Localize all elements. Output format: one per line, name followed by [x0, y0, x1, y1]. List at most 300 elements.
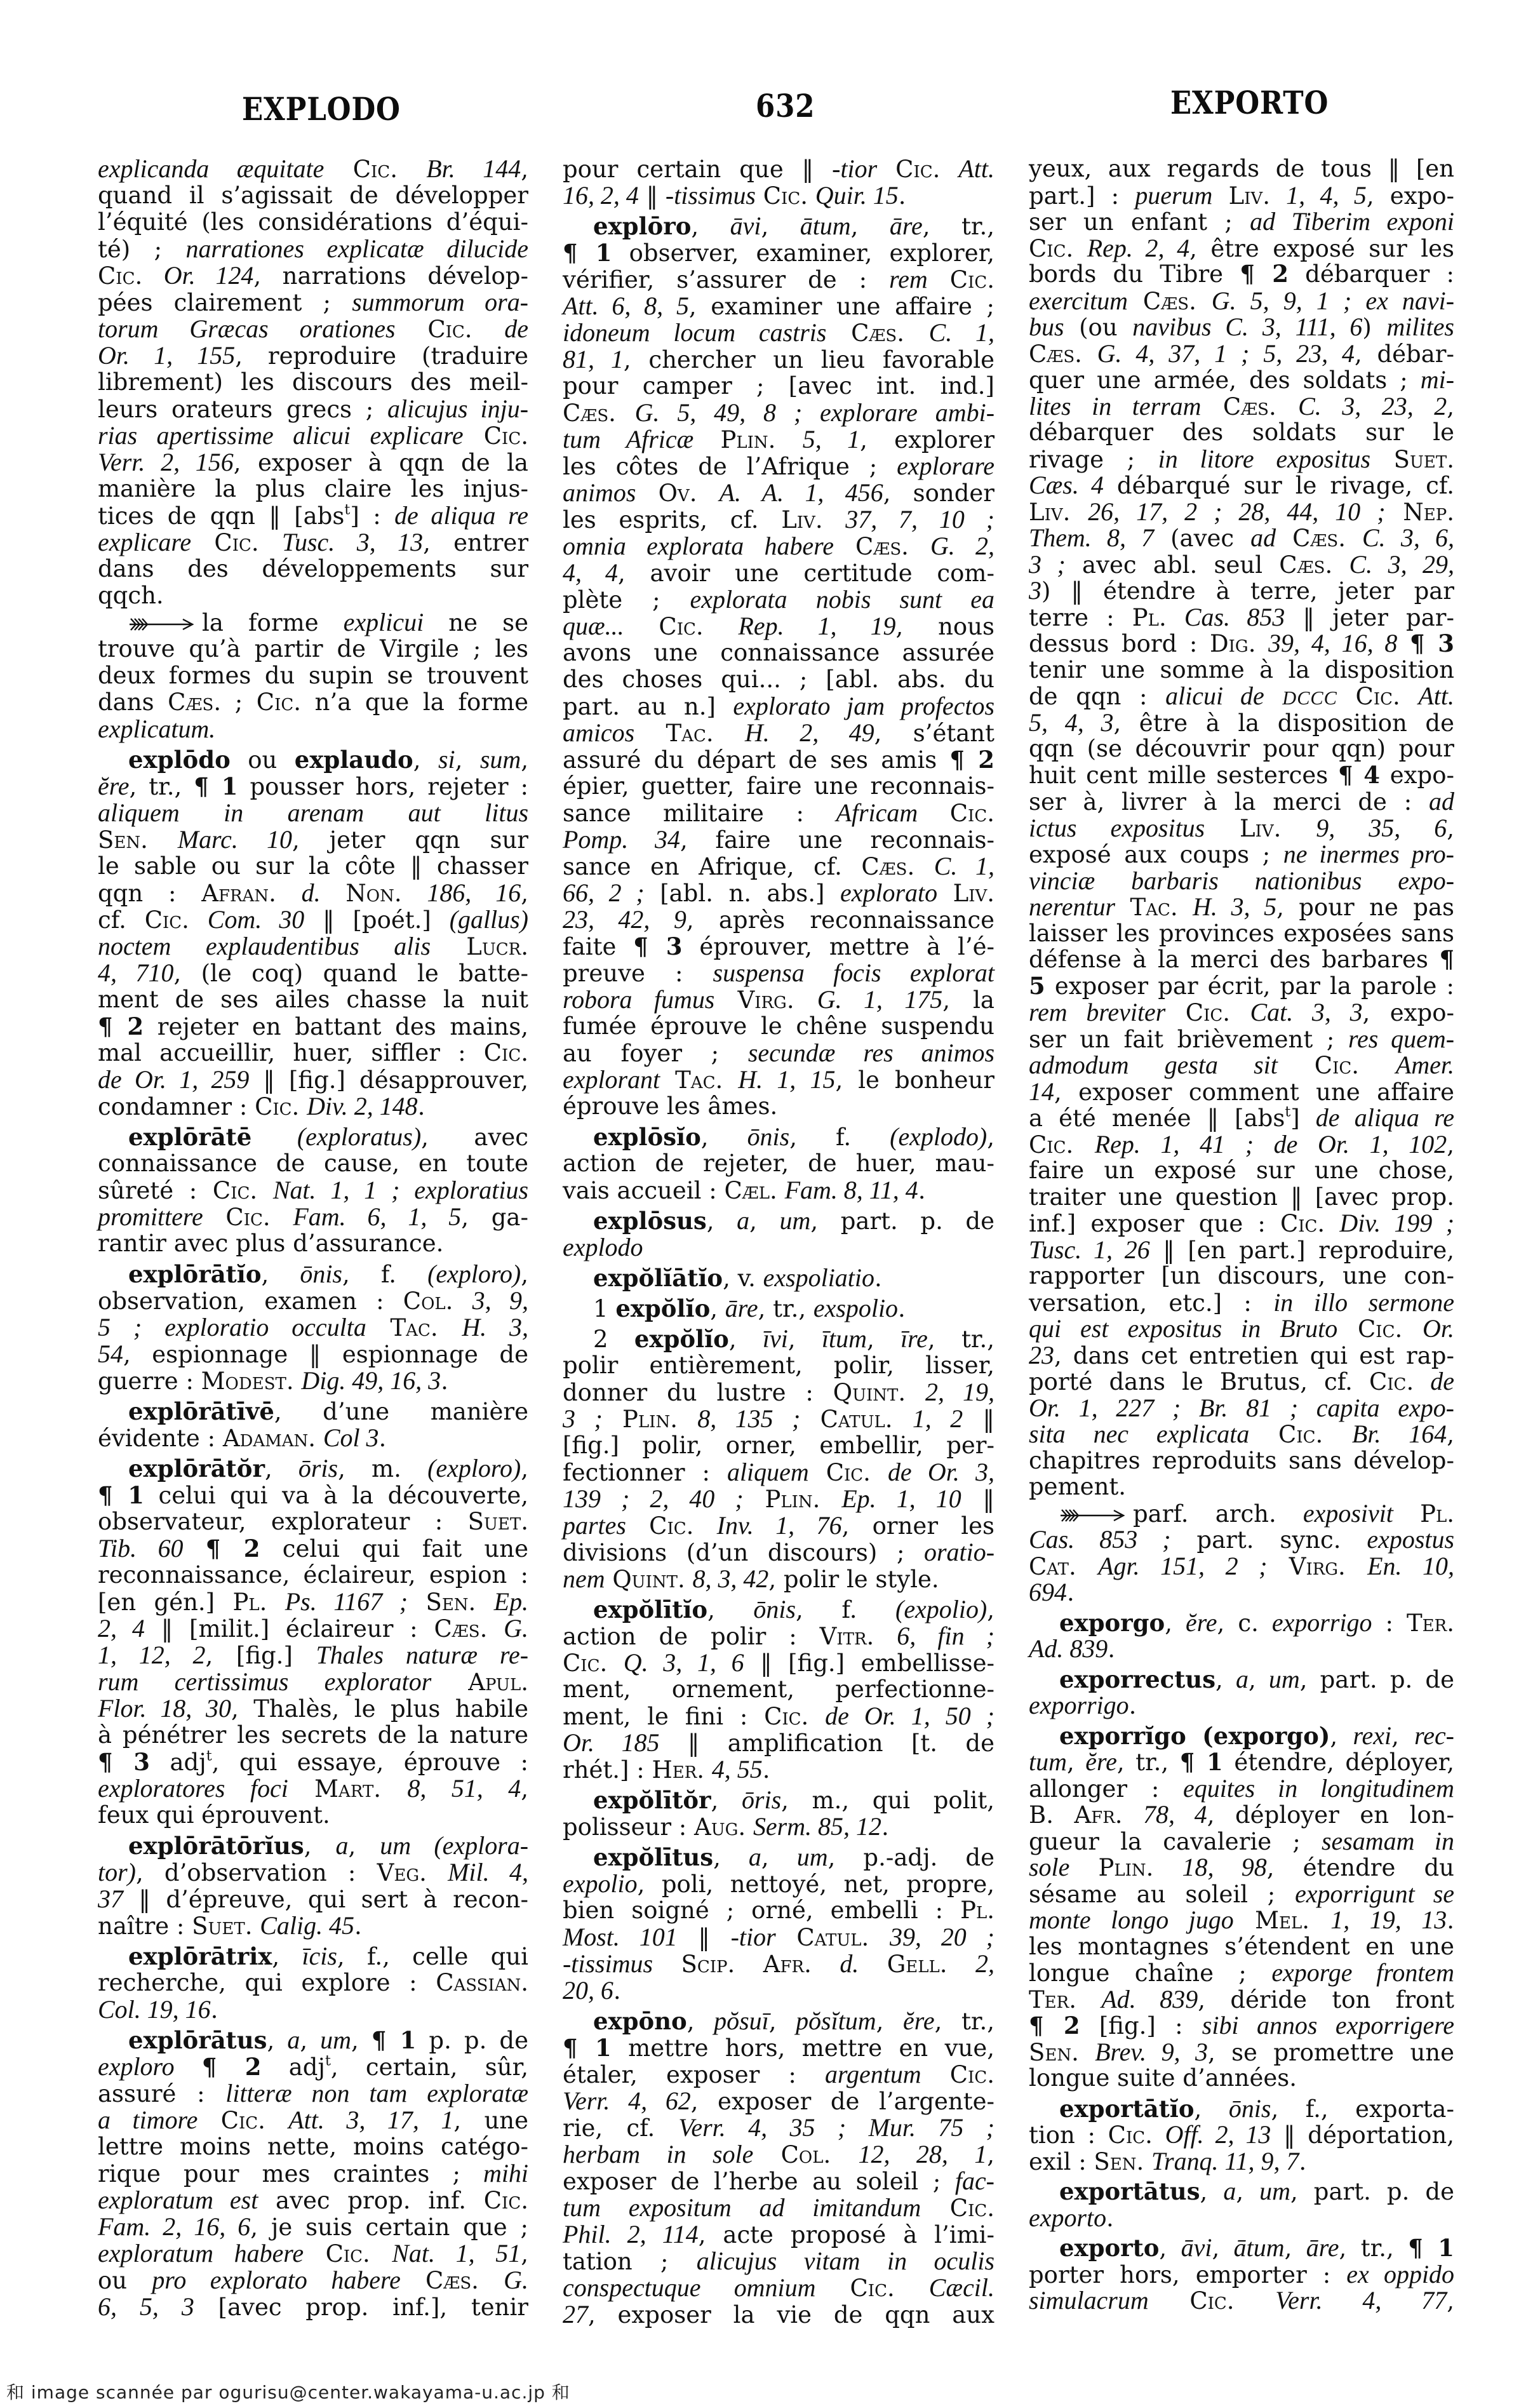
- author-abbreviation: Her.: [652, 1756, 705, 1784]
- italic-text: si: [438, 745, 455, 774]
- italic-text: Quir. 15: [815, 181, 899, 210]
- text-line: Or. 1, 155, reproduire (traduire: [98, 341, 528, 370]
- author-abbreviation: Lucr.: [466, 933, 528, 960]
- text-line: explōrātĭo, ōnis, f. (exploro),: [128, 1260, 528, 1288]
- text-line: simulacrum Cic. Verr. 4, 77,: [1029, 2286, 1454, 2315]
- italic-text: narrationes explicatæ dilucide: [185, 234, 528, 263]
- italic-text: explorato jam profectos: [733, 692, 994, 720]
- italic-text: tum Africæ: [563, 425, 694, 454]
- italic-text: C. 3, 29,: [1349, 549, 1454, 579]
- italic-text: ne inermes pro-: [1283, 840, 1454, 868]
- italic-text: exspoliatio: [763, 1263, 874, 1292]
- italic-text: 12, 28, 1: [858, 2140, 988, 2168]
- author-abbreviation: Adaman.: [222, 1425, 316, 1452]
- italic-text: Dig. 49, 16, 3: [301, 1366, 441, 1395]
- author-abbreviation: Sen.: [98, 826, 148, 854]
- italic-text: de: [504, 314, 528, 343]
- italic-text: ātum: [800, 212, 851, 240]
- text-line: ou pro explorato habere Cæs. G.: [98, 2266, 529, 2294]
- author-abbreviation: Cic.: [1355, 683, 1400, 710]
- text-line: exploratum habere Cic. Nat. 1, 51,: [98, 2239, 529, 2268]
- text-line: sance militaire : Africam Cic.: [563, 798, 994, 827]
- italic-text: C. 3, 6,: [1362, 523, 1455, 552]
- text-line: ¶ 2 [fig.] : sibi annos exporrigere: [1029, 2011, 1455, 2040]
- italic-text: simulacrum: [1029, 2286, 1149, 2315]
- author-abbreviation: Pl.: [232, 1589, 267, 1616]
- text-line: 6, 5, 3 [avec prop. inf.], tenir: [98, 2292, 528, 2321]
- italic-text: tor): [98, 1858, 136, 1886]
- running-head-left: EXPLODO: [242, 90, 401, 128]
- text-line: Tusc. 1, 26 ‖ [en part.] reproduire,: [1029, 1235, 1454, 1264]
- text-line: quer une armée, des soldats ; mi-: [1029, 365, 1454, 394]
- bold-text: expŏlītŏr: [593, 1786, 711, 1814]
- italic-text: G. 5, 49, 8 ; explorare ambi-: [634, 398, 995, 427]
- bold-text: expŏlĭo: [634, 1325, 729, 1353]
- text-line: Ter. Ad. 839, déride ton front: [1029, 1984, 1455, 2013]
- bold-text: explōro: [593, 212, 692, 240]
- bold-text: ¶ 1: [563, 2034, 612, 2062]
- feathered-arrow-icon: [1059, 1508, 1125, 1523]
- italic-text: de aliqua re: [1315, 1103, 1454, 1132]
- text-line: exporto.: [1029, 2203, 1114, 2232]
- italic-text: Brev. 9, 3: [1095, 2037, 1209, 2066]
- text-line: 37 ‖ d’épreuve, qui sert à recon-: [98, 1885, 528, 1913]
- author-abbreviation: Liv.: [781, 506, 823, 534]
- dictionary-entry: [1029, 2178, 1454, 2231]
- text-line: l’équité (les considérations d’équi-: [98, 208, 528, 236]
- bold-text: explōrātŏr: [128, 1455, 265, 1482]
- italic-text: rexi: [1353, 1721, 1392, 1750]
- author-abbreviation: Veg.: [377, 1859, 427, 1886]
- text-line: exporrĭgo (exporgo), rexi, rec-: [1059, 1721, 1454, 1750]
- text-line: [563, 2275, 994, 2301]
- italic-text: 2, 4: [98, 1614, 145, 1643]
- italic-text: exporto: [1029, 2203, 1107, 2232]
- author-abbreviation: Cic.: [949, 2194, 995, 2222]
- italic-text: pro explorato habere: [152, 2266, 401, 2294]
- italic-text: 8, 3, 42: [692, 1564, 769, 1593]
- author-abbreviation: Cic.: [1280, 1210, 1325, 1237]
- author-abbreviation: Cic.: [483, 1039, 528, 1066]
- text-line: ¶ 2 rejeter en battant des mains,: [98, 1012, 528, 1040]
- author-abbreviation: Sen.: [1029, 2038, 1079, 2066]
- author-abbreviation: Cæs.: [1292, 525, 1346, 552]
- italic-text: pŏsĭtum: [796, 2006, 876, 2035]
- italic-text: explorata nobis sunt ea: [690, 585, 994, 614]
- text-line: bus (ou navibus C. 3, 111, 6) milites: [1029, 313, 1454, 341]
- running-head-right: EXPORTO: [1170, 84, 1329, 121]
- italic-text: conspectuque omnium: [563, 2273, 816, 2302]
- dictionary-entry: [563, 1844, 994, 2004]
- italic-text: 37: [98, 1885, 123, 1913]
- italic-text: 186, 16: [427, 878, 521, 907]
- italic-text: Phil. 2, 114: [563, 2220, 699, 2248]
- italic-text: bus: [1029, 313, 1064, 341]
- bold-text: ¶ 3: [633, 932, 683, 960]
- text-line: pement.: [1029, 1473, 1127, 1500]
- italic-text: explodo: [563, 1233, 643, 1261]
- text-line: tices de qqn ‖ [abs$^t$] : de aliqua re: [98, 501, 528, 530]
- text-line: versation, etc.] : in illo sermone: [1029, 1287, 1454, 1317]
- italic-text: Fam. 2, 16, 6: [98, 2212, 251, 2241]
- italic-text: 14: [1029, 1077, 1054, 1106]
- italic-text: secundæ res animos: [747, 1038, 994, 1067]
- italic-text: 5, 4, 3: [1029, 708, 1114, 737]
- italic-text: admodum gesta sit: [1029, 1051, 1278, 1079]
- text-line: exploratum est avec prop. inf. Cic.: [98, 2186, 528, 2214]
- italic-text: vinciæ barbaris nationibus expo-: [1029, 866, 1454, 895]
- text-line: yeux, aux regards de tous ‖ [en: [1029, 155, 1454, 182]
- author-abbreviation: Suet.: [1393, 445, 1454, 473]
- bold-text: ¶ 3: [1409, 629, 1454, 657]
- author-abbreviation: Tac.: [666, 720, 714, 747]
- text-line: exportātus, a, um, part. p. de: [1059, 2177, 1454, 2205]
- italic-text: expostus: [1367, 1525, 1454, 1554]
- author-abbreviation: Vitr.: [819, 1623, 874, 1650]
- text-line: avons une connaissance assurée: [563, 639, 994, 666]
- author-abbreviation: Mel.: [1255, 1907, 1309, 1934]
- italic-text: equites in longitudinem: [1183, 1773, 1454, 1803]
- text-line: pour certain que ‖ -tior Cic. Att.: [563, 154, 994, 183]
- author-abbreviation: Cic.: [214, 529, 259, 556]
- author-abbreviation: Cæs.: [1029, 340, 1082, 368]
- text-line: nerentur Tac. H. 3, 5, pour ne pas: [1029, 892, 1455, 921]
- text-line: part. au n.] explorato jam profectos: [563, 692, 994, 720]
- italic-text: explicanda æquitate: [98, 154, 325, 183]
- text-line: Sen. Brev. 9, 3, se promettre une: [1029, 2037, 1454, 2066]
- italic-text: rias apertissime alicui explicare: [98, 421, 464, 450]
- italic-text: tum expositum ad imitandum: [563, 2193, 921, 2222]
- text-line: observation, examen : Col. 3, 9,: [98, 1286, 528, 1315]
- italic-text: idoneum locum castris: [563, 318, 827, 347]
- italic-text: -tissimus: [665, 181, 756, 210]
- italic-text: exporge frontem: [1271, 1958, 1454, 1987]
- italic-text: ad: [1429, 787, 1454, 816]
- bold-text: exporto: [1059, 2234, 1160, 2262]
- text-line: [1029, 288, 1454, 314]
- italic-text: sum: [479, 745, 521, 774]
- italic-text: sibi annos exporrigere: [1202, 2011, 1455, 2040]
- dictionary-entry: [563, 213, 994, 1120]
- text-line: laisser les provinces exposées sans: [1029, 919, 1454, 947]
- italic-text: aliquem: [726, 1458, 809, 1486]
- text-line: fectionner : aliquem Cic. de Or. 3,: [563, 1458, 995, 1486]
- text-line: action de polir : Vitr. 6, fin ;: [563, 1622, 994, 1650]
- italic-text: C. 1,: [934, 852, 994, 880]
- italic-text: amicos: [563, 718, 635, 747]
- dictionary-entry: [563, 1326, 994, 1592]
- text-line: guerre : Modest. Dig. 49, 16, 3.: [98, 1366, 448, 1395]
- text-line: expolio, poli, nettoyé, net, propre,: [563, 1869, 994, 1898]
- bold-text: expōno: [593, 2007, 687, 2035]
- author-abbreviation: Plin.: [622, 1406, 678, 1433]
- text-line: action de rejeter, de huer, mau-: [563, 1150, 994, 1177]
- column-2: [563, 156, 994, 2328]
- text-line: [563, 319, 994, 346]
- text-line: naître : Suet. Calig. 45.: [98, 1911, 362, 1940]
- italic-text: (exploro): [427, 1260, 521, 1288]
- text-line: explōsus, a, um, part. p. de: [593, 1206, 995, 1235]
- text-line: des choses qui... ; [abl. abs. du: [563, 666, 994, 693]
- author-abbreviation: Cic.: [255, 1093, 300, 1120]
- author-abbreviation: Cic.: [352, 156, 398, 183]
- text-line: expōno, pŏsuī, pŏsĭtum, ĕre, tr.,: [593, 2006, 994, 2035]
- author-abbreviation: Catul.: [796, 1924, 869, 1951]
- superscript: t: [344, 501, 351, 518]
- text-line: Them. 8, 7 (avec ad Cæs. C. 3, 6,: [1029, 523, 1455, 552]
- author-abbreviation: Cæs.: [168, 689, 222, 716]
- author-abbreviation: Virg.: [737, 986, 794, 1014]
- text-line: explōrātŏr, ōris, m. (exploro),: [128, 1454, 528, 1482]
- italic-text: a: [748, 1843, 761, 1871]
- author-abbreviation: Quint.: [833, 1379, 906, 1406]
- italic-text: 4, 4: [563, 558, 618, 587]
- italic-text: ad Tiberim exponi: [1250, 207, 1454, 236]
- italic-text: Cæcil.: [928, 2273, 995, 2302]
- author-abbreviation: Pl.: [1132, 603, 1167, 631]
- entry-continuation: [1029, 156, 1454, 1500]
- text-line: Col. 19, 16.: [98, 1995, 218, 2024]
- text-line: reconnaissance, éclaireur, espion :: [98, 1561, 528, 1589]
- author-abbreviation: Suet.: [192, 1912, 253, 1940]
- author-abbreviation: Cæl.: [724, 1177, 777, 1204]
- italic-text: 3 ;: [1029, 549, 1066, 579]
- italic-text: promittere: [98, 1202, 203, 1231]
- bold-text: expŏlītĭo: [593, 1596, 708, 1623]
- text-line: Fam. 2, 16, 6, je suis certain que ;: [98, 2212, 528, 2241]
- author-abbreviation: Sen.: [425, 1589, 476, 1616]
- italic-text: puerum: [1135, 180, 1213, 210]
- text-line: la forme explicui ne se: [98, 609, 528, 636]
- dictionary-entry: [98, 1832, 528, 1939]
- text-line: trouve qu’à partir de Virgile ; les: [98, 635, 528, 662]
- italic-text: Tusc. 3, 13: [281, 528, 424, 556]
- italic-text: in illo sermone: [1273, 1287, 1454, 1317]
- italic-text: 18, 98: [1182, 1853, 1267, 1881]
- italic-text: exercitum: [1029, 286, 1128, 315]
- dictionary-entry: [563, 1265, 994, 1291]
- author-abbreviation: Cæs.: [1222, 393, 1276, 420]
- text-line: expŏlītus, a, um, p.-adj. de: [593, 1843, 994, 1871]
- italic-text: Nat. 1, 1 ; exploratius: [272, 1176, 529, 1204]
- text-line: terre : Pl. Cas. 853 ‖ jeter par-: [1029, 602, 1454, 631]
- italic-text: G. 1, 175: [817, 985, 943, 1014]
- italic-text: exploro: [98, 2052, 175, 2081]
- dictionary-entry: [98, 1455, 528, 1829]
- text-line: ¶ 1 celui qui va à la découverte,: [98, 1481, 528, 1509]
- text-line: fumée éprouve le chêne suspendu: [563, 1012, 994, 1040]
- text-line: longue suite d’années.: [1029, 2064, 1297, 2092]
- bold-text: ¶ 1: [194, 772, 238, 800]
- text-line: 5, 4, 3, être à la disposition de: [1029, 708, 1455, 737]
- italic-text: um (explora-: [380, 1831, 528, 1860]
- text-line: assuré : litteræ non tam exploratæ: [98, 2079, 528, 2107]
- italic-text: (exploratus): [297, 1122, 422, 1151]
- text-line: amicos Tac. H. 2, 49, s’étant: [563, 718, 994, 747]
- author-abbreviation: Cæs.: [425, 2267, 479, 2294]
- italic-text: īcis: [302, 1942, 337, 1970]
- italic-text: Tusc. 1, 26: [1029, 1235, 1150, 1264]
- italic-text: (expolio): [895, 1595, 988, 1623]
- text-line: inf.] exposer que : Cic. Div. 199 ;: [1029, 1209, 1455, 1237]
- text-line: exporrigo.: [1029, 1691, 1137, 1719]
- text-line: explicare Cic. Tusc. 3, 13, entrer: [98, 528, 529, 556]
- text-line: 20, 6.: [563, 1976, 621, 2005]
- text-line: 2, 4 ‖ [milit.] éclaireur : Cæs. G.: [98, 1614, 528, 1643]
- author-abbreviation: B. Afr.: [1029, 1801, 1123, 1829]
- italic-text: a: [287, 2026, 300, 2054]
- italic-text: Verr. 4, 62: [563, 2087, 691, 2115]
- italic-text: alicujus inju-: [387, 394, 528, 423]
- italic-text: īre: [901, 1324, 928, 1353]
- italic-text: exporrigo: [1029, 1691, 1129, 1719]
- author-abbreviation: Cic.: [949, 2061, 994, 2088]
- text-line: Cic. Rep. 1, 41 ; de Or. 1, 102,: [1029, 1129, 1454, 1159]
- text-line: Phil. 2, 114, acte proposé à l’imi-: [563, 2220, 994, 2248]
- author-abbreviation: Gell.: [887, 1951, 947, 1978]
- bold-text: ¶ 4: [1337, 760, 1381, 789]
- italic-text: ītum: [821, 1324, 867, 1353]
- text-line: recherche, qui explore : Cassian.: [98, 1969, 528, 1996]
- bold-text: exporrectus: [1059, 1665, 1216, 1693]
- text-line: [98, 422, 528, 449]
- italic-text: ōnis: [300, 1260, 342, 1288]
- italic-text: -tissimus: [563, 1949, 653, 1978]
- text-line: exporrectus, a, um, part. p. de: [1059, 1664, 1454, 1693]
- text-line: manière la plus claire les injus-: [98, 475, 528, 502]
- italic-text: ĕre: [903, 2006, 935, 2035]
- italic-text: quæ...: [563, 612, 624, 640]
- text-line: [563, 1951, 994, 1977]
- author-abbreviation: Liv.: [1240, 814, 1282, 842]
- italic-text: Fam. 6, 1, 5: [293, 1202, 462, 1231]
- text-line: Ad. 839.: [1029, 1634, 1116, 1663]
- italic-text: ātum: [1233, 2233, 1285, 2262]
- italic-text: qui est expositus in Bruto: [1029, 1314, 1338, 1343]
- author-abbreviation: Cic.: [427, 316, 472, 343]
- text-line: tenir une somme à la disposition: [1029, 655, 1454, 683]
- italic-text: exspolio: [813, 1294, 899, 1322]
- italic-text: Or. 124: [163, 261, 254, 290]
- italic-text: īvi: [762, 1324, 788, 1353]
- text-line: bien soigné ; orné, embelli : Pl.: [563, 1897, 994, 1924]
- author-abbreviation: Tac.: [675, 1066, 723, 1094]
- text-line: 23, dans cet entretien qui est rap-: [1029, 1340, 1454, 1369]
- text-line: observateur, explorateur : Suet.: [98, 1508, 528, 1535]
- italic-text: 37, 7, 10 ;: [845, 505, 994, 534]
- text-line: au foyer ; secundæ res animos: [563, 1038, 994, 1067]
- text-line: tor), d’observation : Veg. Mil. 4,: [98, 1858, 528, 1886]
- text-line: condamner : Cic. Div. 2, 148.: [98, 1092, 425, 1120]
- italic-text: Amer.: [1395, 1051, 1454, 1079]
- italic-text: um: [796, 1843, 828, 1871]
- author-abbreviation: Cic.: [1185, 999, 1231, 1026]
- italic-text: alicui de: [1165, 682, 1264, 710]
- italic-text: Tib. 60: [98, 1534, 184, 1563]
- italic-text: explorare: [897, 452, 994, 480]
- author-abbreviation: Catul.: [820, 1406, 893, 1433]
- text-line: 139 ; 2, 40 ; Plin. Ep. 1, 10 ‖: [563, 1484, 994, 1513]
- dictionary-entry: [563, 1207, 994, 1261]
- text-line: explōrātīvē, d’une manière: [128, 1397, 528, 1425]
- bold-text: exportātus: [1059, 2177, 1200, 2205]
- bold-text: ¶ 2: [201, 2053, 262, 2081]
- text-line: 81, 1, chercher un lieu favorable: [563, 345, 995, 373]
- text-line: le sable ou sur la côte ‖ chasser: [98, 852, 528, 880]
- text-line: Cas. 853 ; part. sync. expostus: [1029, 1525, 1454, 1554]
- author-abbreviation: Cic.: [256, 689, 302, 716]
- italic-text: Or. 185: [563, 1728, 660, 1757]
- italic-text: Africam: [836, 798, 918, 827]
- text-line: ment, le fini : Cic. de Or. 1, 50 ;: [563, 1702, 994, 1730]
- italic-text: Verr. 4, 35 ; Mur. 75 ;: [678, 2113, 995, 2142]
- italic-text: 27: [563, 2300, 588, 2329]
- text-line: tum, ĕre, tr., ¶ 1 étendre, déployer,: [1029, 1747, 1454, 1776]
- text-line: robora fumus Virg. G. 1, 175, la: [563, 985, 994, 1014]
- author-abbreviation: Cæs.: [851, 319, 904, 347]
- text-line: sole Plin. 18, 98, étendre du: [1029, 1853, 1455, 1881]
- italic-text: āre: [725, 1294, 758, 1322]
- author-abbreviation: Dig.: [1209, 630, 1256, 657]
- text-line: té) ; narrationes explicatæ dilucide: [98, 234, 528, 263]
- text-line: explōrātrix, īcis, f., celle qui: [128, 1942, 528, 1970]
- text-line: ¶ 1 observer, examiner, explorer,: [563, 239, 994, 267]
- text-line: sûreté : Cic. Nat. 1, 1 ; exploratius: [98, 1176, 529, 1204]
- scan-credit: 和 image scannée par ogurisu@center.wakayama-u.ac.jp 和: [6, 2382, 570, 2403]
- italic-text: rem breviter: [1029, 998, 1166, 1026]
- italic-text: Rep. 2, 4: [1087, 233, 1190, 262]
- text-line: tation ; alicujus vitam in oculis: [563, 2247, 994, 2275]
- author-abbreviation: Liv.: [1228, 182, 1270, 210]
- text-line: sance en Afrique, cf. Cæs. C. 1,: [563, 852, 994, 880]
- text-line: ĕre, tr., ¶ 1 pousser hors, rejeter :: [98, 772, 529, 800]
- author-abbreviation: Virg.: [1289, 1552, 1346, 1580]
- author-abbreviation: Ov.: [658, 480, 697, 507]
- italic-text: torum Græcas orationes: [98, 314, 396, 343]
- text-line: quæ... Cic. Rep. 1, 19, nous: [563, 612, 995, 640]
- author-abbreviation: Liv.: [953, 880, 995, 907]
- superscript: t: [1285, 1103, 1291, 1120]
- italic-text: H. 3,: [462, 1313, 529, 1341]
- author-abbreviation: Cic.: [1358, 1315, 1403, 1343]
- italic-text: d.: [301, 878, 321, 907]
- italic-text: (explodo): [890, 1122, 988, 1151]
- italic-text: Ep. 1, 10: [841, 1484, 961, 1513]
- bold-text: expŏlĭātĭo: [593, 1264, 723, 1292]
- italic-text: Marc. 10: [177, 825, 292, 854]
- author-abbreviation: Cic.: [949, 800, 994, 827]
- italic-text: 8, 51, 4: [407, 1774, 521, 1803]
- author-abbreviation: Cic.: [483, 2187, 528, 2214]
- italic-text: H. 3, 5: [1193, 892, 1277, 921]
- bold-text: explōdo: [128, 746, 231, 774]
- author-abbreviation: Aug.: [694, 1813, 746, 1841]
- bold-text: exporrĭgo (exporgo): [1059, 1721, 1330, 1750]
- text-line: 54, espionnage ‖ espionnage de: [98, 1340, 528, 1368]
- italic-text: 1, 2: [912, 1404, 963, 1433]
- italic-text: 39, 4, 16, 8: [1268, 629, 1398, 657]
- italic-text: Rep. 1, 41 ; de Or. 1, 102: [1094, 1129, 1447, 1159]
- author-abbreviation: Modest.: [201, 1368, 294, 1395]
- text-line: [fig.] polir, orner, embellir, per-: [563, 1432, 994, 1459]
- text-line: [98, 1314, 528, 1341]
- italic-text: lites in terram: [1029, 391, 1202, 420]
- italic-text: noctem explaudentibus alis: [98, 932, 431, 960]
- text-line: les côtes de l’Afrique ; explorare: [563, 452, 994, 480]
- text-line: [1029, 499, 1454, 525]
- dictionary-entry: [1029, 1723, 1454, 2092]
- italic-text: Pomp. 34: [563, 825, 681, 854]
